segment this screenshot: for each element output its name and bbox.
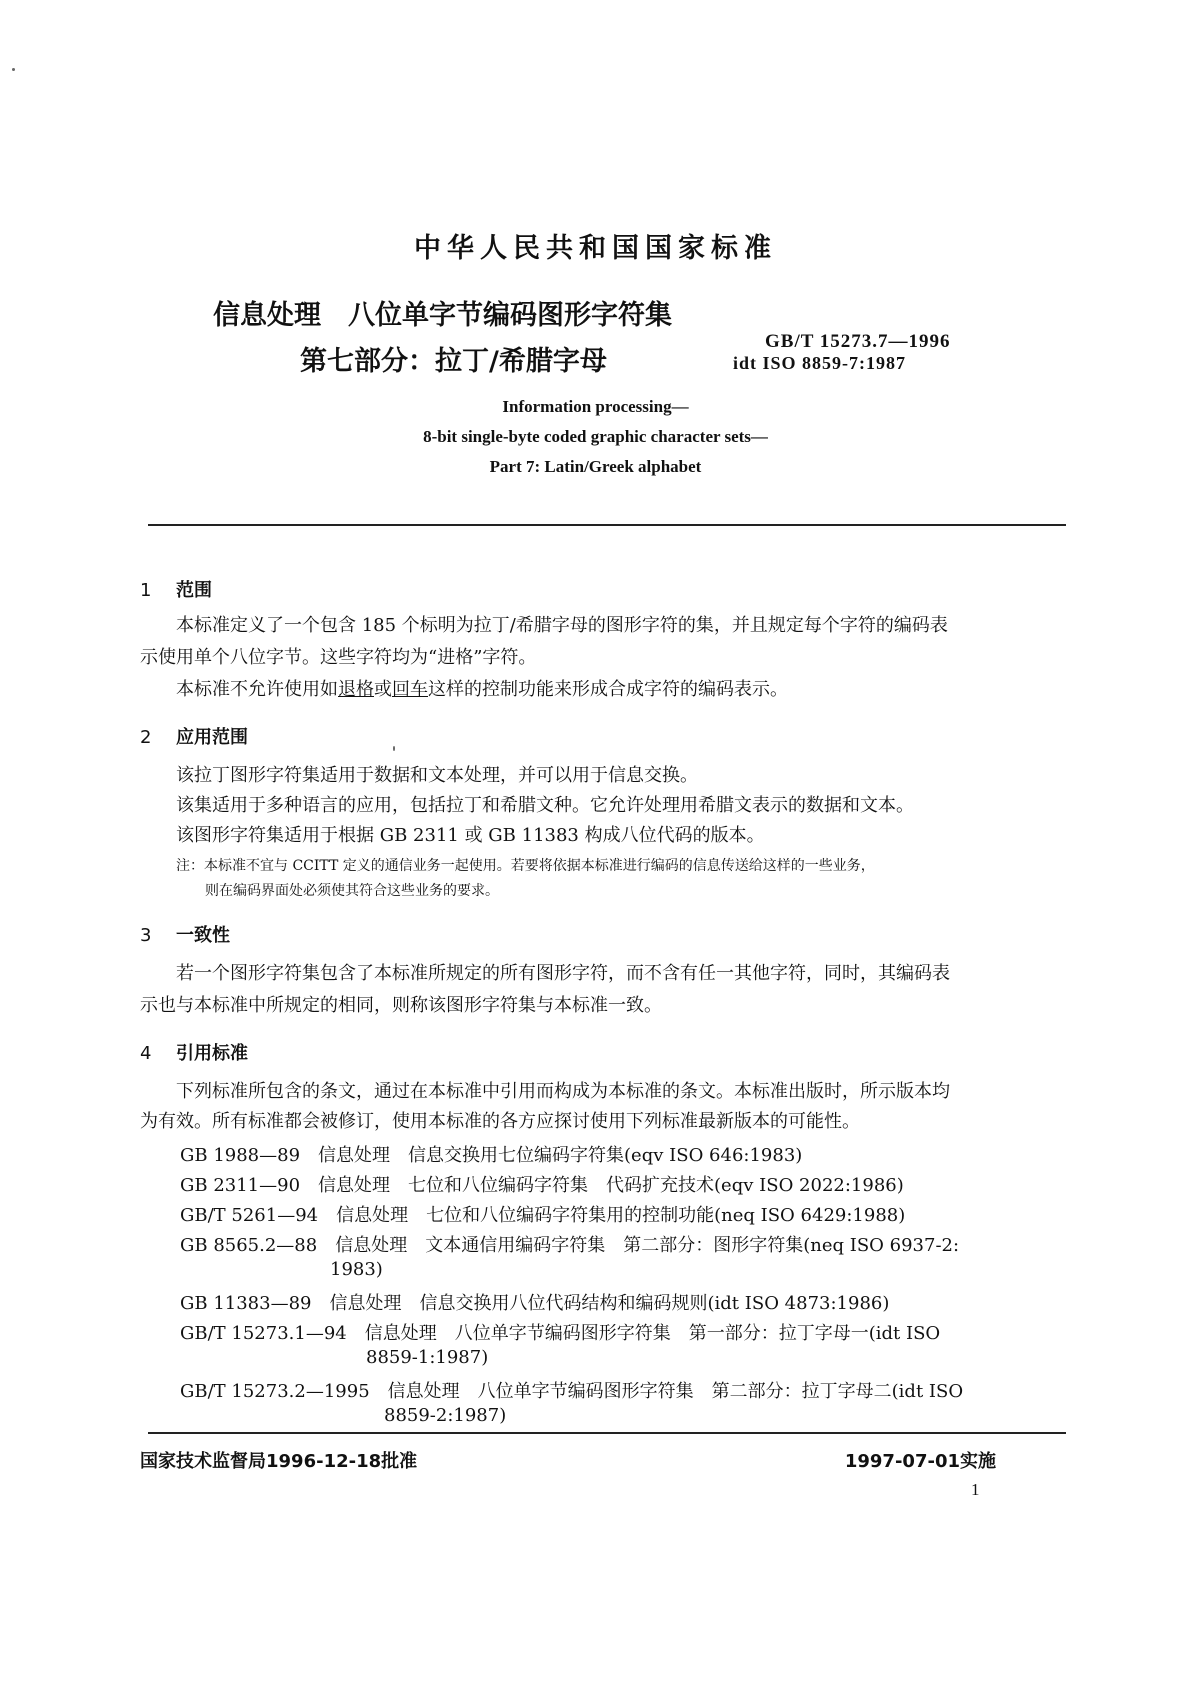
section-4-para1-line2: 为有效。所有标准都会被修订，使用本标准的各方应探讨使用下列标准最新版本的可能性。 — [140, 1111, 860, 1132]
reference-item: GB 1988—89 信息处理 信息交换用七位编码字符集(eqv ISO 646:1983) — [180, 1145, 803, 1166]
section-4-number: 4 — [140, 1043, 152, 1064]
section-2-para1: 该拉丁图形字符集适用于数据和文本处理，并可以用于信息交换。 — [176, 765, 698, 786]
section-2-para2: 该集适用于多种语言的应用，包括拉丁和希腊文种。它允许处理用希腊文表示的数据和文本。 — [176, 795, 914, 816]
title-divider — [148, 524, 1066, 526]
reference-item: GB/T 5261—94 信息处理 七位和八位编码字符集用的控制功能(neq ISO 6429:1988) — [180, 1205, 906, 1226]
scan-speck — [12, 68, 15, 71]
footer-divider — [148, 1432, 1066, 1434]
section-4-title: 引用标准 — [176, 1043, 248, 1064]
term-carriage-return: 回车 — [392, 679, 428, 700]
section-1-para2-b: 或 — [374, 679, 392, 700]
section-3-title: 一致性 — [176, 925, 230, 946]
reference-item: GB 8565.2—88 信息处理 文本通信用编码字符集 第二部分：图形字符集(neq ISO 6937-2: — [180, 1235, 960, 1256]
section-2-title: 应用范围 — [176, 727, 248, 748]
implementation-date: 1997-07-01实施 — [844, 1451, 996, 1472]
section-2-note-line1: 注：本标准不宜与 CCITT 定义的通信业务一起使用。若要将依据本标准进行编码的信息传送给这样的一些业务， — [176, 858, 875, 874]
title-en-line3: Part 7: Latin/Greek alphabet — [489, 457, 702, 476]
section-2-para3: 该图形字符集适用于根据 GB 2311 或 GB 11383 构成八位代码的版本。 — [176, 825, 765, 846]
section-3-heading — [140, 921, 230, 947]
reference-item-continuation: 1983) — [330, 1259, 383, 1280]
title-en-line2: 8-bit single-byte coded graphic character sets— — [423, 427, 768, 446]
title-cn-line1: 信息处理 八位单字节编码图形字符集 — [213, 300, 672, 331]
reference-item-continuation: 8859-1:1987) — [366, 1347, 489, 1368]
section-4-para1-line1: 下列标准所包含的条文，通过在本标准中引用而构成为本标准的条文。本标准出版时，所示版本均 — [176, 1081, 950, 1102]
section-1-number: 1 — [140, 580, 152, 601]
national-standard-header: 中华人民共和国国家标准 — [414, 233, 777, 264]
reference-item: GB 11383—89 信息处理 信息交换用八位代码结构和编码规则(idt ISO 4873:1986) — [180, 1293, 890, 1314]
reference-item: GB/T 15273.1—94 信息处理 八位单字节编码图形字符集 第一部分：拉丁字母一(idt ISO — [180, 1323, 941, 1344]
section-4-heading — [140, 1039, 248, 1065]
section-1-para1-line1: 本标准定义了一个包含 185 个标明为拉丁/希腊字母的图形字符的集，并且规定每个字符的编码表 — [176, 615, 948, 636]
approval-line: 国家技术监督局1996-12-18批准 — [140, 1451, 418, 1472]
section-3-number: 3 — [140, 925, 152, 946]
standard-code: GB/T 15273.7—1996 — [765, 331, 951, 352]
section-1-para2-a: 本标准不允许使用如 — [176, 679, 338, 700]
section-1-para2 — [176, 677, 788, 703]
section-3-para1-line2: 示也与本标准中所规定的相同，则称该图形字符集与本标准一致。 — [140, 995, 662, 1016]
title-en-line1: Information processing— — [502, 397, 689, 416]
section-1-para1-line2: 示使用单个八位字节。这些字符均为“进格”字符。 — [140, 647, 537, 668]
section-2-number: 2 — [140, 727, 152, 748]
section-1-para2-c: 这样的控制功能来形成合成字符的编码表示。 — [428, 679, 788, 700]
scan-speck — [393, 746, 395, 751]
section-1-title: 范围 — [176, 580, 212, 601]
section-3-para1-line1: 若一个图形字符集包含了本标准所规定的所有图形字符，而不含有任一其他字符，同时，其编码表 — [176, 963, 950, 984]
title-cn-line2: 第七部分：拉丁/希腊字母 — [300, 346, 607, 377]
page-number: 1 — [971, 1480, 980, 1499]
reference-item: GB 2311—90 信息处理 七位和八位编码字符集 代码扩充技术(eqv ISO 2022:1986) — [180, 1175, 904, 1196]
reference-item-continuation: 8859-2:1987) — [384, 1405, 507, 1426]
section-2-note-line2: 则在编码界面处必须使其符合这些业务的要求。 — [205, 883, 499, 899]
term-backspace: 退格 — [338, 679, 374, 700]
section-1-heading — [140, 576, 212, 602]
reference-item: GB/T 15273.2—1995 信息处理 八位单字节编码图形字符集 第二部分：拉丁字母二(idt ISO — [180, 1381, 964, 1402]
section-2-heading — [140, 723, 248, 749]
idt-code: idt ISO 8859-7:1987 — [733, 353, 907, 373]
